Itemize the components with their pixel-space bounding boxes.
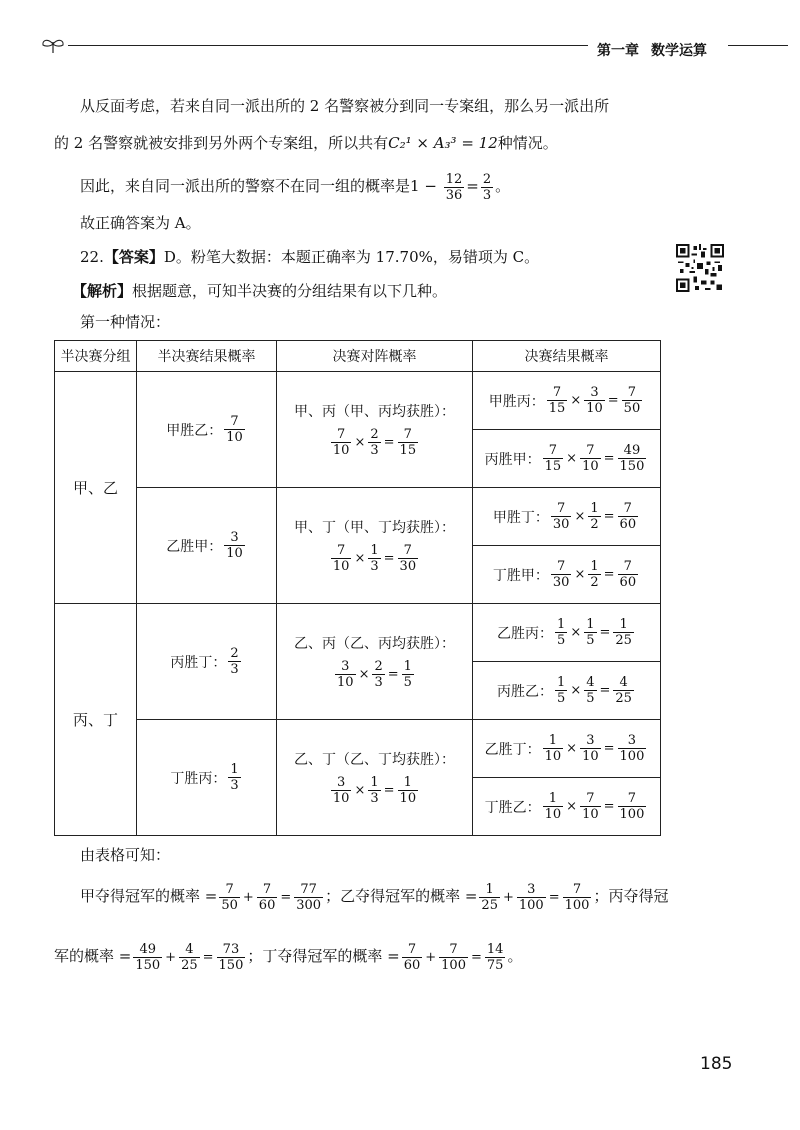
- semi-result-fraction: $\frac{1}{3}$: [230, 762, 239, 793]
- fraction: $\frac{3}{10}$: [337, 659, 354, 690]
- operator: =: [603, 509, 615, 524]
- header-group: 半决赛分组: [55, 341, 137, 372]
- operator: =: [599, 625, 611, 640]
- product-expression: [545, 385, 644, 416]
- paragraph-line-4: 故正确答案为 A。: [80, 214, 201, 232]
- paragraph-line-1: 从反面考虑，若来自同一派出所的 2 名警察被分到同一专案组，那么另一派出所: [80, 97, 610, 115]
- final-match-cell: [277, 488, 473, 604]
- qr-code-icon[interactable]: [676, 244, 724, 292]
- product-expression: [549, 559, 640, 590]
- final-match-label: 甲、丙（甲、丙均获胜）：: [294, 404, 455, 420]
- table-header-row: [55, 341, 661, 372]
- operator: +: [242, 890, 254, 905]
- fraction: $\frac{7}{15}$: [544, 443, 562, 474]
- fraction: $\frac{3}{10}$: [582, 733, 599, 764]
- ding-label: ；丁夺得冠军的概率 =: [247, 947, 400, 965]
- final-result-cell: [473, 720, 661, 778]
- summary-end: 。: [507, 947, 523, 965]
- chapter-label: 第一章: [597, 43, 639, 59]
- fraction: $\frac{7}{30}$: [552, 501, 570, 532]
- fraction: $\frac{73}{150}$: [218, 941, 244, 973]
- fraction: $\frac{7}{100}$: [441, 941, 466, 973]
- fraction: $\frac{7}{10}$: [582, 791, 599, 822]
- operator: =: [603, 741, 615, 756]
- final-result-label: 甲胜丁：: [492, 509, 549, 526]
- fraction: $\frac{3}{100}$: [619, 733, 645, 764]
- fraction: $\frac{1}{25}$: [615, 617, 632, 648]
- fraction: $\frac{7}{100}$: [564, 881, 590, 913]
- operator: +: [165, 950, 177, 965]
- yi-label: ；乙夺得冠军的概率 =: [325, 887, 478, 905]
- product-expression: [541, 791, 649, 822]
- operator: ×: [570, 683, 582, 698]
- operator: =: [607, 393, 619, 408]
- product-expression: [549, 501, 640, 532]
- operator: ×: [570, 393, 582, 408]
- fraction: $\frac{7}{30}$: [552, 559, 570, 590]
- yi-expression: [477, 881, 593, 913]
- final-match-label: 乙、丙（乙、丙均获胜）：: [294, 636, 455, 652]
- fraction: $\frac{3}{10}$: [586, 385, 603, 416]
- operator: =: [603, 567, 615, 582]
- fraction: $\frac{7}{100}$: [619, 791, 645, 822]
- final-match-cell: [277, 720, 473, 836]
- chapter-heading: [597, 40, 719, 60]
- operator: =: [383, 783, 395, 798]
- answer-tag: 【答案】: [103, 248, 164, 266]
- product-expression: [553, 675, 636, 706]
- fraction: $\frac{7}{60}$: [258, 881, 276, 913]
- header-rule-right: [728, 45, 788, 46]
- summary-line-1: [80, 876, 668, 918]
- final-result-cell: [473, 372, 661, 430]
- semi-result-cell: [137, 604, 277, 720]
- product-expression: [329, 775, 420, 806]
- final-result-cell: [473, 546, 661, 604]
- operator: +: [502, 890, 514, 905]
- final-match-label: 甲、丁（甲、丁均获胜）：: [294, 520, 455, 536]
- semi-result-cell: [137, 372, 277, 488]
- operator: =: [383, 435, 395, 450]
- final-result-label: 丙胜甲：: [484, 451, 541, 468]
- fraction: $\frac{14}{75}$: [486, 941, 504, 973]
- header-semi-prob: 半决赛结果概率: [137, 341, 277, 372]
- fraction: $\frac{7}{50}$: [221, 881, 238, 913]
- fraction: $\frac{1}{5}$: [557, 675, 566, 706]
- product-expression: [333, 659, 416, 690]
- final-result-cell: [473, 662, 661, 720]
- operator: =: [280, 890, 292, 905]
- fraction: $\frac{1}{2}$: [590, 559, 599, 590]
- fraction: $\frac{7}{15}$: [399, 427, 417, 458]
- chapter-title: 数学运算: [651, 43, 707, 59]
- fraction: $\frac{7}{60}$: [619, 559, 637, 590]
- semi-result-fraction: $\frac{3}{10}$: [226, 530, 243, 561]
- fraction: $\frac{1}{10}$: [399, 775, 417, 806]
- line2-formula: C₂¹ × A₃³ = 12: [388, 134, 498, 152]
- operator: ×: [354, 783, 366, 798]
- header-final-match: 决赛对阵概率: [277, 341, 473, 372]
- operator: ×: [570, 625, 582, 640]
- operator: =: [599, 683, 611, 698]
- fraction: $\frac{7}{15}$: [548, 385, 566, 416]
- paragraph-line-5: [80, 248, 539, 266]
- final-result-cell: [473, 778, 661, 836]
- final-result-label: 甲胜丙：: [488, 393, 545, 410]
- operator: +: [425, 950, 437, 965]
- semi-result-cell: [137, 720, 277, 836]
- group-cell: 甲、乙: [55, 372, 137, 604]
- table-row: [55, 488, 661, 546]
- final-result-label: 丁胜甲：: [492, 567, 549, 584]
- fraction: $\frac{7}{10}$: [332, 543, 350, 574]
- fraction: $\frac{4}{5}$: [586, 675, 595, 706]
- jia-label: 甲夺得冠军的概率 =: [80, 887, 218, 905]
- question-number: 22.: [80, 248, 104, 266]
- final-result-label: 乙胜丁：: [484, 741, 541, 758]
- fraction: $\frac{1}{10}$: [544, 791, 562, 822]
- fraction: $\frac{7}{60}$: [619, 501, 637, 532]
- paragraph-line-2: [54, 134, 558, 152]
- table-row: [55, 372, 661, 430]
- semi-result-label: 丁胜丙：: [170, 770, 227, 787]
- operator: =: [470, 950, 482, 965]
- fraction: $\frac{1}{10}$: [544, 733, 562, 764]
- fraction: $\frac{1}{5}$: [557, 617, 566, 648]
- semi-result-label: 丙胜丁：: [170, 654, 227, 671]
- operator: ×: [358, 667, 370, 682]
- line3-eq: =: [466, 177, 479, 195]
- operator: =: [603, 799, 615, 814]
- operator: =: [383, 551, 395, 566]
- fraction: $\frac{1}{2}$: [590, 501, 599, 532]
- semi-result-fraction: $\frac{7}{10}$: [226, 414, 243, 445]
- sprout-icon: [40, 36, 66, 54]
- line3-frac-2: $\frac{2}{3}$: [482, 171, 492, 203]
- semi-result-cell: [137, 488, 277, 604]
- fraction: $\frac{7}{50}$: [623, 385, 641, 416]
- answer-text: D。粉笔大数据：本题正确率为 17.70%，易错项为 C。: [163, 248, 540, 266]
- line3-frac-1: $\frac{12}{36}$: [445, 171, 463, 203]
- fraction: $\frac{7}{10}$: [582, 443, 599, 474]
- paragraph-line-7: 第一种情况：: [80, 313, 171, 331]
- line2-post: 种情况。: [497, 134, 558, 152]
- fraction: $\frac{1}{5}$: [403, 659, 412, 690]
- line3-post: 。: [495, 177, 511, 195]
- line3-pre: 因此，来自同一派出所的警察不在同一组的概率是: [80, 177, 411, 195]
- final-match-label: 乙、丁（乙、丁均获胜）：: [294, 752, 455, 768]
- operator: =: [548, 890, 560, 905]
- fraction: $\frac{2}{3}$: [370, 427, 379, 458]
- jia-expression: [217, 881, 325, 913]
- ding-expression: [400, 941, 508, 973]
- product-expression: [541, 733, 649, 764]
- fraction: $\frac{49}{150}$: [619, 443, 645, 474]
- operator: ×: [566, 741, 578, 756]
- operator: =: [387, 667, 399, 682]
- analysis-tag: 【解析】: [72, 282, 133, 300]
- operator: =: [202, 950, 214, 965]
- final-result-label: 丁胜乙：: [484, 799, 541, 816]
- fraction: $\frac{7}{10}$: [332, 427, 350, 458]
- summary-intro: 由表格可知：: [80, 846, 171, 864]
- fraction: $\frac{4}{25}$: [181, 941, 198, 973]
- line2-pre: 的 2 名警察就被安排到另外两个专案组，所以共有: [54, 134, 389, 152]
- bing-label-b: 军的概率 =: [54, 947, 132, 965]
- fraction: $\frac{7}{30}$: [399, 543, 417, 574]
- bing-label-a: ；丙夺得冠: [593, 887, 669, 905]
- semi-result-label: 甲胜乙：: [166, 422, 223, 439]
- paragraph-line-6: [72, 282, 447, 300]
- product-expression: [329, 543, 420, 574]
- probability-table: [54, 340, 661, 836]
- final-result-cell: [473, 430, 661, 488]
- operator: ×: [566, 451, 578, 466]
- operator: ×: [566, 799, 578, 814]
- final-result-label: 乙胜丙：: [497, 625, 554, 642]
- final-result-cell: [473, 604, 661, 662]
- product-expression: [541, 443, 649, 474]
- product-expression: [329, 427, 420, 458]
- fraction: $\frac{77}{300}$: [296, 881, 322, 913]
- paragraph-line-3: [80, 168, 510, 204]
- fraction: $\frac{49}{150}$: [135, 941, 161, 973]
- final-result-cell: [473, 488, 661, 546]
- line3-one: 1 −: [410, 177, 437, 195]
- operator: =: [603, 451, 615, 466]
- product-expression: [553, 617, 636, 648]
- fraction: $\frac{1}{3}$: [370, 775, 379, 806]
- operator: ×: [574, 567, 586, 582]
- fraction: $\frac{1}{5}$: [586, 617, 595, 648]
- fraction: $\frac{2}{3}$: [374, 659, 383, 690]
- fraction: $\frac{7}{60}$: [403, 941, 421, 973]
- final-match-cell: [277, 372, 473, 488]
- group-cell: 丙、丁: [55, 604, 137, 836]
- summary-line-2: [54, 936, 522, 978]
- header-rule-left: [68, 45, 588, 46]
- table-row: [55, 720, 661, 778]
- semi-result-label: 乙胜甲：: [166, 538, 223, 555]
- operator: ×: [354, 551, 366, 566]
- fraction: $\frac{3}{100}$: [518, 881, 544, 913]
- fraction: $\frac{1}{25}$: [481, 881, 498, 913]
- semi-result-fraction: $\frac{2}{3}$: [230, 646, 239, 677]
- fraction: $\frac{1}{3}$: [370, 543, 379, 574]
- header-final-result: 决赛结果概率: [473, 341, 661, 372]
- analysis-text: 根据题意，可知半决赛的分组结果有以下几种。: [132, 282, 448, 300]
- final-result-label: 丙胜乙：: [497, 683, 554, 700]
- bing-expression: [131, 941, 247, 973]
- page-number: 185: [700, 1054, 733, 1074]
- operator: ×: [354, 435, 366, 450]
- table-row: [55, 604, 661, 662]
- operator: ×: [574, 509, 586, 524]
- fraction: $\frac{3}{10}$: [332, 775, 350, 806]
- fraction: $\frac{4}{25}$: [615, 675, 632, 706]
- final-match-cell: [277, 604, 473, 720]
